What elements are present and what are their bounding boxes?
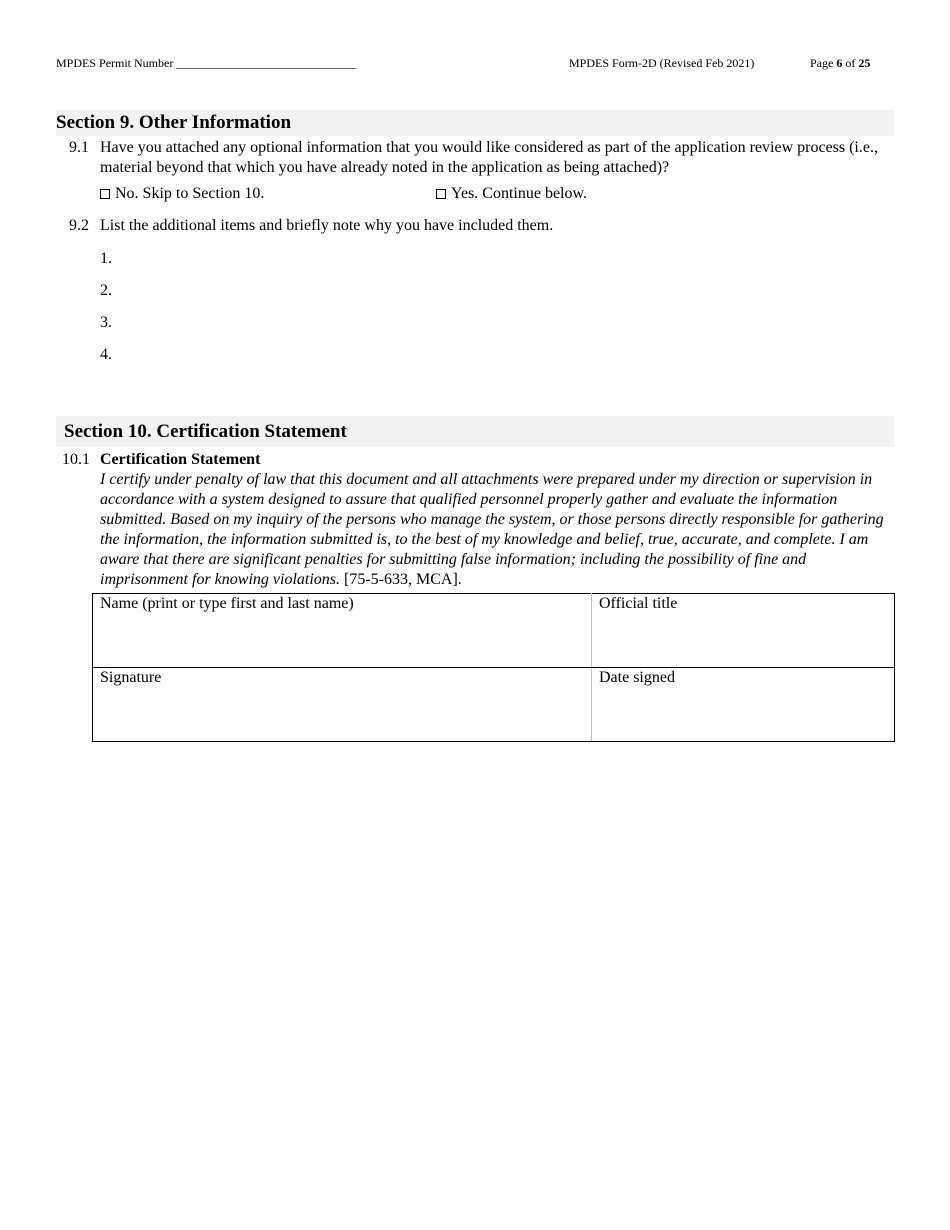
option-no-label: No. Skip to Section 10.	[115, 185, 265, 202]
question-text: Have you attached any optional information that you would like considered as part of the application review process (i.e., material beyond that which you have already noted in the application as being attached)?	[100, 139, 878, 176]
date-signed-label: Date signed	[599, 669, 675, 686]
section-9-title: Section 9. Other Information	[56, 112, 292, 133]
section-10-title: Section 10. Certification Statement	[64, 421, 347, 442]
list-item[interactable]: 1.	[100, 250, 112, 267]
official-title-field[interactable]	[592, 594, 895, 668]
form-id-label: MPDES Form-2D (Revised Feb 2021)	[569, 56, 755, 70]
section-10-header	[56, 416, 894, 447]
permit-number-label: MPDES Permit Number ______________________________	[56, 56, 357, 70]
name-field-label: Name (print or type first and last name)	[100, 595, 354, 612]
page-total: 25	[858, 56, 871, 70]
question-number: 10.1	[62, 451, 90, 468]
section-9-header	[56, 110, 894, 136]
checkbox-no[interactable]	[100, 189, 110, 199]
page-of: of	[842, 56, 859, 70]
checkbox-yes[interactable]	[436, 189, 446, 199]
signature-label: Signature	[100, 669, 162, 686]
list-item[interactable]: 2.	[100, 282, 112, 299]
certification-text	[100, 450, 892, 590]
question-text: List the additional items and briefly note why you have included them.	[100, 217, 554, 234]
option-no[interactable]	[100, 184, 264, 204]
list-item[interactable]: 4.	[100, 346, 112, 363]
option-yes[interactable]	[436, 184, 587, 204]
question-number: 9.2	[69, 217, 89, 234]
date-signed-field[interactable]	[592, 668, 895, 742]
option-yes-label: Yes. Continue below.	[451, 185, 588, 202]
page-prefix: Page	[810, 56, 837, 70]
page-indicator	[810, 56, 870, 70]
page-current: 6	[836, 56, 843, 70]
signature-field[interactable]	[93, 668, 592, 742]
certification-heading: Certification Statement	[100, 451, 261, 468]
certification-body: I certify under penalty of law that this document and all attachments were prepared under my direction or supervision in accordance with a system designed to assure that qualified personnel properly gather and evaluate the information submitted. Based on my inquiry of the persons who manage the system, or those persons directly responsible for gathering the information, the information submitted is, to the best of my knowledge and belief, true, accurate, and complete. I am aware that there are significant penalties for submitting false information; including the possibility of fine and imprisonment for knowing violations.	[100, 471, 884, 588]
list-item[interactable]: 3.	[100, 314, 112, 331]
certification-citation: [75-5-633, MCA].	[340, 571, 462, 588]
official-title-label: Official title	[599, 595, 678, 612]
name-field[interactable]	[93, 594, 592, 668]
signature-table	[92, 593, 895, 742]
question-number: 9.1	[69, 139, 89, 156]
